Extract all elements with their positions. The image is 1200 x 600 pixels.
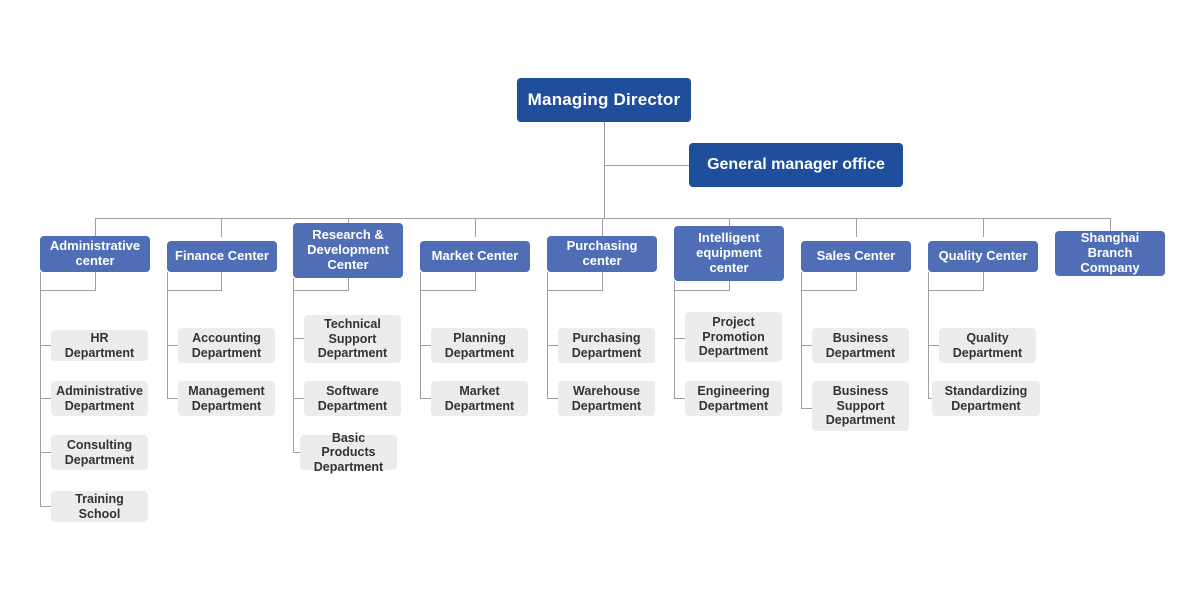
connector-spine-7 — [801, 272, 802, 409]
connector-stub-7-2 — [801, 408, 812, 409]
connector-office-horizontal — [604, 165, 689, 166]
node-dept-hr[interactable]: HR Department — [51, 330, 148, 361]
connector-center-stem-3 — [348, 278, 349, 290]
connector-drop-9 — [1110, 218, 1111, 231]
connector-spine-6 — [674, 281, 675, 398]
node-dept-consulting[interactable]: Consulting Department — [51, 435, 148, 470]
connector-stub-1-1 — [40, 345, 51, 346]
connector-center-stem-5-h — [547, 290, 603, 291]
node-dept-planning[interactable]: Planning Department — [431, 328, 528, 363]
connector-center-stem-5 — [602, 272, 603, 290]
connector-center-stem-7-h — [801, 290, 857, 291]
connector-stub-5-1 — [547, 345, 558, 346]
connector-center-stem-7 — [856, 272, 857, 290]
node-dept-administrative[interactable]: Administrative Department — [51, 381, 148, 416]
node-center-intelligent-equipment[interactable]: Intelligent equipment center — [674, 226, 784, 281]
node-center-market[interactable]: Market Center — [420, 241, 530, 272]
node-center-purchasing[interactable]: Purchasing center — [547, 236, 657, 272]
connector-stub-2-1 — [167, 345, 178, 346]
connector-center-stem-2-h — [167, 290, 222, 291]
connector-center-stem-1 — [95, 272, 96, 290]
connector-stub-3-1 — [293, 338, 304, 339]
connector-stub-6-2 — [674, 398, 685, 399]
connector-center-stem-4 — [475, 272, 476, 290]
connector-drop-8 — [983, 218, 984, 237]
connector-stub-5-2 — [547, 398, 558, 399]
connector-center-stem-1-h — [40, 290, 96, 291]
connector-spine-3 — [293, 278, 294, 453]
node-dept-market[interactable]: Market Department — [431, 381, 528, 416]
connector-stub-1-3 — [40, 452, 51, 453]
node-dept-business[interactable]: Business Department — [812, 328, 909, 363]
node-dept-technical-support[interactable]: Technical Support Department — [304, 315, 401, 363]
node-dept-accounting[interactable]: Accounting Department — [178, 328, 275, 363]
connector-drop-2 — [221, 218, 222, 237]
connector-stub-2-2 — [167, 398, 178, 399]
connector-drop-4 — [475, 218, 476, 237]
node-center-rd[interactable]: Research & Development Center — [293, 223, 403, 278]
connector-main-bus — [95, 218, 1111, 219]
connector-drop-5 — [602, 218, 603, 237]
node-dept-management[interactable]: Management Department — [178, 381, 275, 416]
connector-drop-6 — [729, 218, 730, 226]
connector-center-stem-2 — [221, 272, 222, 290]
connector-spine-2 — [167, 272, 168, 399]
node-dept-quality[interactable]: Quality Department — [939, 328, 1036, 363]
node-center-sales[interactable]: Sales Center — [801, 241, 911, 272]
connector-drop-7 — [856, 218, 857, 237]
connector-stub-6-1 — [674, 338, 685, 339]
node-center-shanghai-branch[interactable]: Shanghai Branch Company — [1055, 231, 1165, 276]
node-center-quality[interactable]: Quality Center — [928, 241, 1038, 272]
node-dept-engineering[interactable]: Engineering Department — [685, 381, 782, 416]
node-managing-director[interactable]: Managing Director — [517, 78, 691, 122]
node-dept-warehouse[interactable]: Warehouse Department — [558, 381, 655, 416]
connector-center-stem-4-h — [420, 290, 476, 291]
connector-center-stem-8 — [983, 272, 984, 290]
connector-center-stem-6-h — [674, 290, 730, 291]
connector-center-stem-8-h — [928, 290, 984, 291]
connector-stub-3-2 — [293, 398, 304, 399]
node-center-administrative[interactable]: Administrative center — [40, 236, 150, 272]
node-dept-software[interactable]: Software Department — [304, 381, 401, 416]
connector-stub-1-4 — [40, 506, 51, 507]
node-dept-basic-products[interactable]: Basic Products Department — [300, 435, 397, 470]
connector-stub-7-1 — [801, 345, 812, 346]
connector-spine-8 — [928, 272, 929, 399]
node-general-manager-office[interactable]: General manager office — [689, 143, 903, 187]
node-dept-business-support[interactable]: Business Support Department — [812, 381, 909, 431]
connector-spine-4 — [420, 272, 421, 399]
connector-stub-4-2 — [420, 398, 431, 399]
connector-stub-8-1 — [928, 345, 939, 346]
connector-drop-1 — [95, 218, 96, 237]
connector-root-vertical — [604, 122, 605, 218]
connector-spine-5 — [547, 272, 548, 399]
connector-spine-1 — [40, 272, 41, 506]
connector-center-stem-3-h — [293, 290, 349, 291]
connector-center-stem-6 — [729, 281, 730, 290]
node-dept-standardizing[interactable]: Standardizing Department — [932, 381, 1040, 416]
connector-stub-4-1 — [420, 345, 431, 346]
node-dept-training-school[interactable]: Training School — [51, 491, 148, 522]
connector-stub-1-2 — [40, 398, 51, 399]
node-dept-purchasing[interactable]: Purchasing Department — [558, 328, 655, 363]
node-dept-project-promotion[interactable]: Project Promotion Department — [685, 312, 782, 362]
node-center-finance[interactable]: Finance Center — [167, 241, 277, 272]
